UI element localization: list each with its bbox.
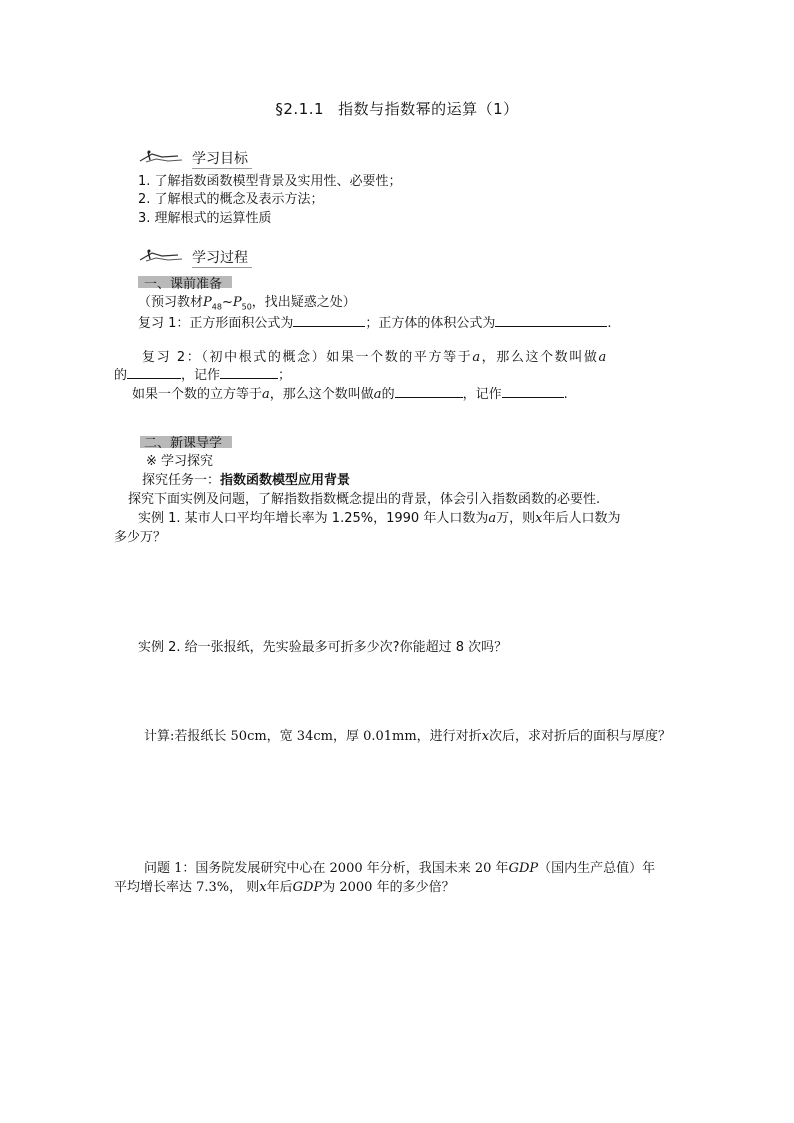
review-2-line-1 — [142, 346, 608, 365]
review2-blank-1[interactable] — [127, 365, 181, 379]
objectives-heading-label: 学习目标 — [192, 148, 252, 169]
review1-blank-2[interactable] — [495, 313, 607, 327]
review3-pre: 如果一个数的立方等于 — [132, 387, 263, 402]
calc-pre: 若报纸长 50cm，宽 34cm，厚 0.01mm，进行对折 — [174, 729, 482, 744]
q1-line2-mid: 年后 — [266, 880, 293, 895]
review3-mid: ，那么这个数叫做 — [269, 387, 374, 402]
review2-line2-end: ； — [278, 368, 292, 383]
var-a: a — [598, 350, 608, 365]
objective-item: 1. 了解指数函数模型背景及实用性、必要性； — [138, 174, 402, 189]
q1-line2-post: 为 2000 年的多少倍？ — [322, 880, 455, 895]
var-x: x — [535, 511, 543, 526]
explore-heading: ※ 学习探究 — [146, 454, 214, 469]
process-heading-label: 学习过程 — [192, 247, 252, 268]
var-a: a — [472, 350, 482, 365]
q1-label: 问题 1： — [144, 861, 196, 876]
task-title: 指数函数模型应用背景 — [220, 473, 351, 488]
review2-post: ，那么这个数叫做 — [481, 350, 599, 365]
review1-end: . — [607, 316, 612, 331]
review1-mid: ；正方体的体积公式为 — [365, 316, 496, 331]
var-x: x — [481, 729, 490, 744]
objectives-heading — [138, 148, 298, 168]
var-a: a — [488, 511, 497, 526]
review2-blank-2[interactable] — [220, 365, 278, 379]
pen-icon — [138, 247, 184, 265]
example-1-line-1 — [138, 507, 620, 526]
preview-page-end: 50 — [241, 302, 252, 312]
objective-item: 3. 理解根式的运算性质 — [138, 211, 272, 226]
task-label: 探究任务一： — [142, 473, 221, 488]
review1-blank-1[interactable] — [293, 313, 365, 327]
question-1-line-1 — [144, 857, 655, 876]
section-number: §2.1.1 — [275, 100, 325, 118]
review3-end: . — [563, 387, 568, 402]
pen-icon — [138, 148, 184, 166]
review-3 — [132, 383, 568, 402]
explore-intro: 探究下面实例及问题，了解指数指数概念提出的背景，体会引入指数函数的必要性. — [128, 492, 601, 507]
example-2: 实例 2. 给一张报纸，先实验最多可折多少次?你能超过 8 次吗？ — [138, 640, 508, 655]
preview-page-var: P — [203, 295, 212, 310]
var-a: a — [373, 387, 382, 402]
process-heading — [138, 247, 298, 267]
q1-post: （国内生产总值）年 — [538, 861, 656, 876]
review2-line2-pre: 的 — [114, 368, 128, 383]
title-text: 指数与指数幂的运算（1） — [338, 100, 519, 118]
review2-text: 复习 2：（初中根式的概念）如果一个数的平方等于 — [142, 350, 473, 365]
review3-mid3: ，记作 — [462, 387, 502, 402]
preview-page-var: P — [232, 295, 242, 310]
preview-pre: （预习教材 — [138, 295, 204, 310]
review-2-line-2 — [114, 364, 291, 383]
review3-mid2: 的 — [381, 387, 395, 402]
page-title — [0, 98, 794, 119]
ex1-mid: 万，则 — [496, 511, 536, 526]
objective-item: 2. 了解根式的概念及表示方法； — [138, 192, 324, 207]
gdp-term: GDP — [508, 861, 539, 876]
newlesson-heading: 二、新课导学 — [144, 436, 223, 451]
ex1-post: 年后人口数为 — [542, 511, 621, 526]
calculation — [144, 725, 671, 744]
review3-blank-1[interactable] — [395, 384, 463, 398]
preview-post: ，找出疑惑之处） — [251, 295, 356, 310]
var-x: x — [259, 880, 267, 895]
prep-heading: 一、课前准备 — [144, 277, 223, 292]
calc-post: 次后，求对折后的面积与厚度？ — [489, 729, 672, 744]
review1-text: 复习 1：正方形面积公式为 — [138, 316, 294, 331]
var-a: a — [262, 387, 270, 402]
gdp-term: GDP — [292, 880, 323, 895]
preview-note — [138, 291, 356, 312]
review-1 — [138, 312, 612, 331]
review2-line2-mid: ，记作 — [181, 368, 221, 383]
q1-line2-pre: 平均增长率达 7.3%， 则 — [114, 880, 260, 895]
calc-label: 计算: — [144, 729, 175, 744]
preview-tilde: ~ — [221, 295, 233, 310]
ex1-pre: 实例 1. 某市人口平均年增长率为 1.25%，1990 年人口数为 — [138, 511, 489, 526]
q1-pre: 国务院发展研究中心在 2000 年分析，我国未来 20 年 — [195, 861, 509, 876]
preview-page-start: 48 — [211, 302, 222, 312]
question-1-line-2 — [114, 876, 455, 895]
example-1-line-2: 多少万？ — [114, 530, 167, 545]
task-heading — [142, 469, 350, 488]
review3-blank-2[interactable] — [502, 384, 564, 398]
